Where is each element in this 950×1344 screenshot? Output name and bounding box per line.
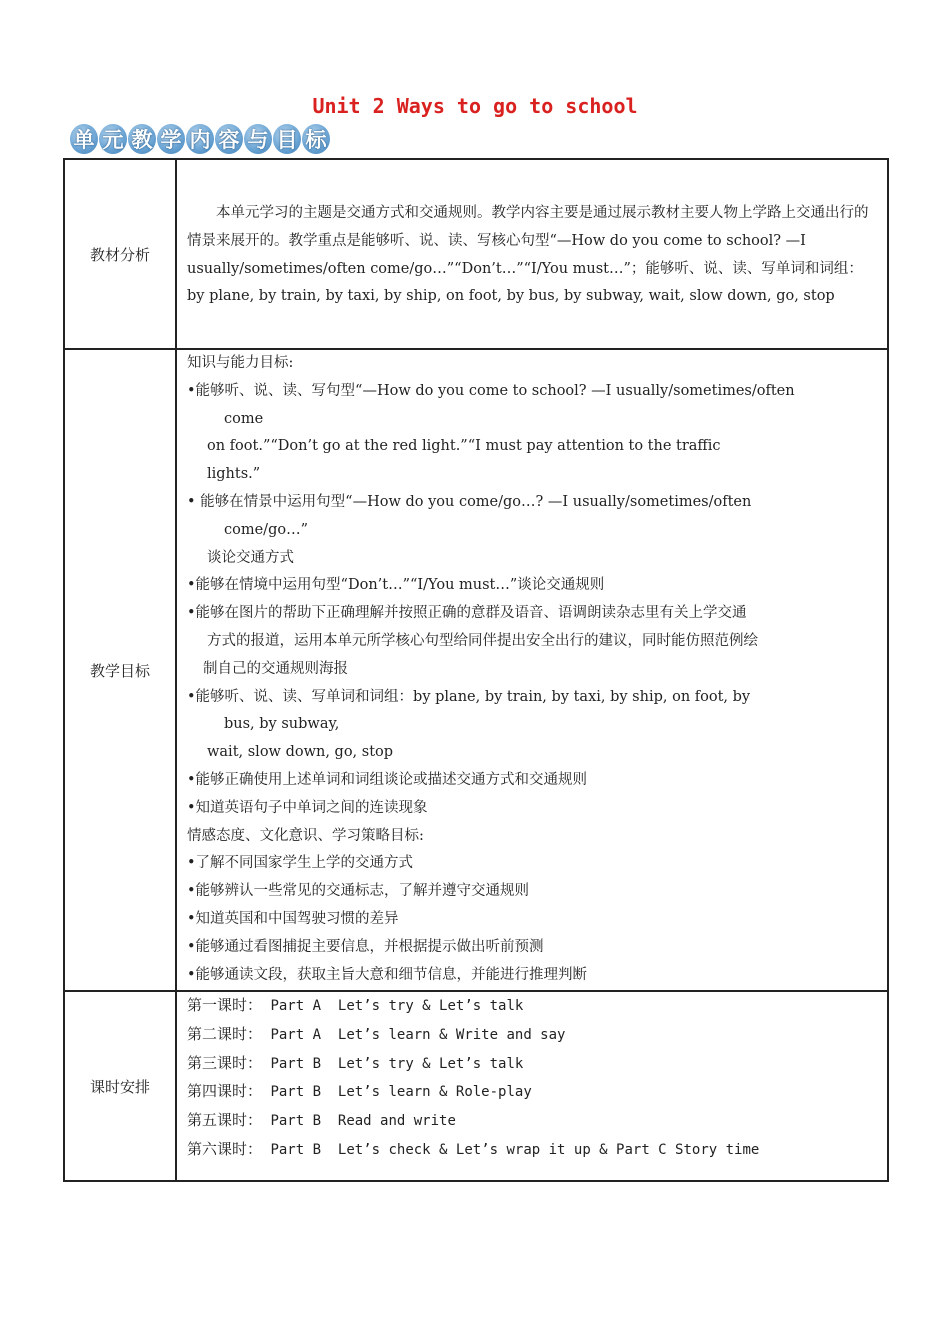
- lesson-content: Let’s try & Let’s talk: [337, 1055, 524, 1072]
- row-label-analysis: 教材分析: [64, 159, 176, 349]
- lesson-row: [187, 1050, 879, 1079]
- banner-char: 与: [244, 124, 272, 154]
- goal-item: •能够在情境中运用句型“Don’t…”“I/You must…”谈论交通规则: [187, 577, 605, 594]
- goal-item-cont: 方式的报道，运用本单元所学核心句型给同伴提出安全出行的建议，同时能仿照范例绘: [207, 632, 758, 649]
- banner-char: 目: [273, 124, 301, 154]
- goal-item: •知道英国和中国驾驶习惯的差异: [187, 910, 399, 927]
- lesson-part: Part B: [270, 1084, 322, 1101]
- lesson-part: Part A: [270, 1026, 322, 1043]
- goal-item-cont: wait, slow down, go, stop: [207, 744, 394, 761]
- document-title: Unit 2 Ways to go to school: [312, 94, 638, 118]
- table-row-goals: [64, 349, 888, 991]
- section-banner: [70, 124, 330, 154]
- lesson-number: 第三课时：: [187, 1053, 263, 1072]
- goal-item: •能够通读文段，获取主旨大意和细节信息，并能进行推理判断: [187, 966, 588, 983]
- lesson-row: [187, 1107, 879, 1136]
- banner-char: 元: [99, 124, 127, 154]
- lesson-content: Let’s learn & Role-play: [337, 1084, 532, 1101]
- lesson-number: 第二课时：: [187, 1024, 263, 1043]
- unit-plan-table: [63, 158, 889, 1182]
- goals-heading-attitude: 情感态度、文化意识、学习策略目标:: [187, 827, 424, 844]
- banner-char: 教: [128, 124, 156, 154]
- row-label-schedule: 课时安排: [64, 991, 176, 1181]
- analysis-cell: [176, 159, 888, 349]
- banner-char: 单: [70, 124, 98, 154]
- lesson-part: Part B: [270, 1055, 322, 1072]
- goal-item-cont: come/go…”: [224, 521, 308, 538]
- goal-item-cont: bus, by subway,: [224, 716, 340, 733]
- lesson-number: 第四课时：: [187, 1082, 263, 1101]
- banner-char: 标: [302, 124, 330, 154]
- lesson-content: Let’s learn & Write and say: [337, 1026, 566, 1043]
- lesson-number: 第六课时：: [187, 1139, 263, 1158]
- goals-cell: [176, 349, 888, 991]
- goal-item: •能够听、说、读、写句型“—How do you come to school? —I usually/sometimes/often: [187, 382, 795, 399]
- goal-item: •能够辨认一些常见的交通标志，了解并遵守交通规则: [187, 883, 530, 900]
- banner-char: 学: [157, 124, 185, 154]
- lesson-content: Let’s try & Let’s talk: [337, 998, 524, 1014]
- lesson-part: Part A: [270, 998, 322, 1014]
- lesson-content: Let’s check & Let’s wrap it up & Part C Story time: [337, 1141, 760, 1158]
- lesson-row: [187, 1136, 879, 1165]
- table-row-schedule: [64, 991, 888, 1181]
- goal-item-cont: come: [224, 410, 264, 427]
- lesson-part: Part B: [270, 1141, 322, 1158]
- lesson-content: Read and write: [337, 1113, 456, 1130]
- analysis-text: 本单元学习的主题是交通方式和交通规则。教学内容主要是通过展示教材主要人物上学路上交通出行的情景来展开的。教学重点是能够听、说、读、写核心句型“—How do you come to school? —I usually/sometimes/often come/go…”“Don’t…”“I/You must…”；能够听、说、读、写单词和词组：by plane, by train, by taxi, by ship, on foot, by bus, by subway, wait, slow down, go, stop: [187, 205, 869, 305]
- goal-item-cont: 谈论交通方式: [207, 549, 294, 566]
- goal-item-cont: on foot.”“Don’t go at the red light.”“I must pay attention to the traffic: [207, 438, 721, 455]
- goal-item: • 能够在情景中运用句型“—How do you come/go…? —I usually/sometimes/often: [187, 493, 752, 510]
- lesson-number: 第一课时：: [187, 996, 263, 1014]
- banner-char: 容: [215, 124, 243, 154]
- goal-item: •知道英语句子中单词之间的连读现象: [187, 799, 428, 816]
- row-label-goals: 教学目标: [64, 349, 176, 991]
- table-row-analysis: [64, 159, 888, 349]
- goal-item: •能够听、说、读、写单词和词组：by plane, by train, by taxi, by ship, on foot, by: [187, 688, 751, 705]
- goal-item: •能够在图片的帮助下正确理解并按照正确的意群及语音、语调朗读杂志里有关上学交通: [187, 605, 747, 622]
- goal-item: •能够通过看图捕捉主要信息，并根据提示做出听前预测: [187, 938, 544, 955]
- banner-char: 内: [186, 124, 214, 154]
- goal-item: •能够正确使用上述单词和词组谈论或描述交通方式和交通规则: [187, 771, 588, 788]
- goal-item-cont: 制自己的交通规则海报: [203, 660, 348, 677]
- lesson-row: [187, 1021, 879, 1050]
- lesson-row: [187, 1078, 879, 1107]
- goal-item: •了解不同国家学生上学的交通方式: [187, 855, 414, 872]
- lesson-part: Part B: [270, 1113, 322, 1130]
- lesson-number: 第五课时：: [187, 1111, 263, 1130]
- lesson-row: [187, 992, 879, 1021]
- schedule-cell: [176, 991, 888, 1181]
- goal-item-cont: lights.”: [207, 466, 261, 483]
- goals-heading-knowledge: 知识与能力目标:: [187, 355, 294, 371]
